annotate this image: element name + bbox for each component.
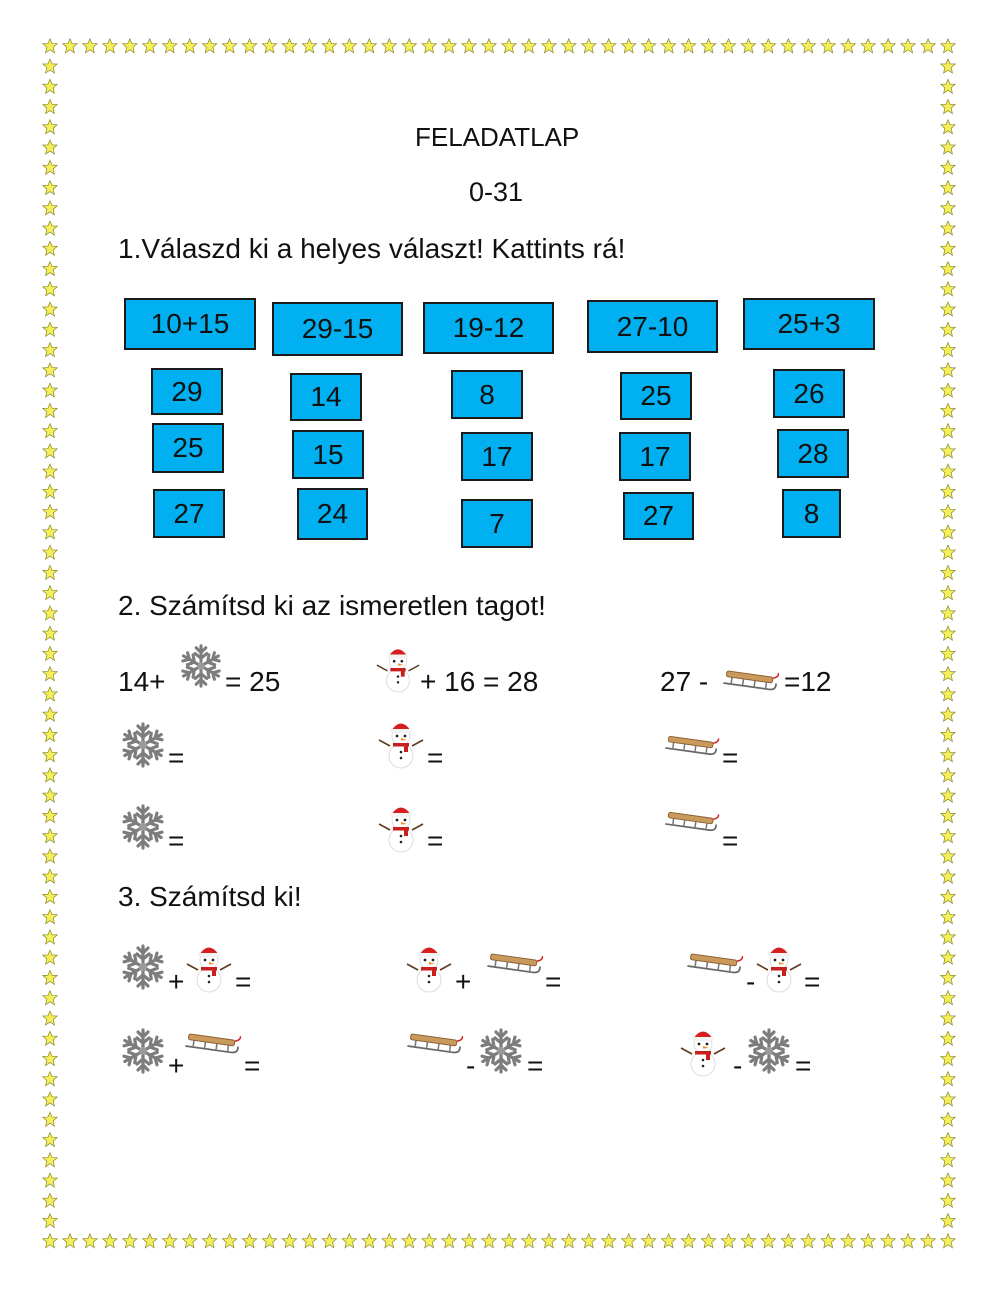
star-icon <box>163 39 177 53</box>
star-icon <box>43 1072 57 1086</box>
star-icon <box>43 100 57 114</box>
star-icon <box>43 59 57 73</box>
star-icon <box>941 910 955 924</box>
star-icon <box>43 181 57 195</box>
star-icon <box>123 39 137 53</box>
star-icon <box>43 120 57 134</box>
star-icon <box>43 829 57 843</box>
star-icon <box>43 322 57 336</box>
sled-icon <box>184 1030 242 1058</box>
star-icon <box>941 950 955 964</box>
star-icon <box>741 39 755 53</box>
star-icon <box>43 343 57 357</box>
problem-box[interactable]: 19-12 <box>423 302 554 354</box>
star-icon <box>941 140 955 154</box>
equals-sign: = <box>545 966 562 997</box>
star-icon <box>322 1234 336 1248</box>
star-icon <box>641 1234 655 1248</box>
star-icon <box>921 39 935 53</box>
star-icon <box>941 707 955 721</box>
star-icon <box>941 1112 955 1126</box>
star-icon <box>43 424 57 438</box>
star-icon <box>941 424 955 438</box>
star-icon <box>761 39 775 53</box>
star-icon <box>941 120 955 134</box>
star-icon <box>43 1214 57 1228</box>
star-icon <box>43 201 57 215</box>
star-icon <box>43 484 57 498</box>
star-icon <box>582 39 596 53</box>
star-icon <box>43 869 57 883</box>
star-icon <box>522 39 536 53</box>
snowman-icon <box>678 1024 728 1078</box>
answer-equals: = <box>722 825 739 856</box>
plus-sign: + <box>168 1050 185 1081</box>
star-icon <box>402 39 416 53</box>
answer-box[interactable]: 27 <box>153 489 225 538</box>
snowman-icon <box>376 716 426 770</box>
star-icon <box>83 39 97 53</box>
star-icon <box>941 363 955 377</box>
star-icon <box>562 1234 576 1248</box>
star-icon <box>143 1234 157 1248</box>
snowman-icon <box>184 940 234 994</box>
star-icon <box>43 1193 57 1207</box>
star-icon <box>502 39 516 53</box>
snowflake-icon <box>118 1026 168 1076</box>
star-icon <box>362 1234 376 1248</box>
star-icon <box>362 39 376 53</box>
star-icon <box>43 808 57 822</box>
answer-box[interactable]: 28 <box>777 429 849 478</box>
star-icon <box>941 100 955 114</box>
star-icon <box>941 586 955 600</box>
sled-icon <box>664 732 720 760</box>
star-icon <box>43 1133 57 1147</box>
sled-icon <box>406 1030 464 1058</box>
star-icon <box>941 282 955 296</box>
star-icon <box>941 1052 955 1066</box>
star-icon <box>43 39 57 53</box>
star-icon <box>43 140 57 154</box>
sled-icon <box>664 808 720 836</box>
star-icon <box>841 39 855 53</box>
star-icon <box>43 363 57 377</box>
star-icon <box>941 1133 955 1147</box>
star-icon <box>43 889 57 903</box>
star-icon <box>941 505 955 519</box>
star-icon <box>941 1234 955 1248</box>
star-icon <box>941 484 955 498</box>
plus-sign: + <box>168 966 185 997</box>
star-icon <box>43 1031 57 1045</box>
star-icon <box>163 1234 177 1248</box>
star-icon <box>582 1234 596 1248</box>
answer-box[interactable]: 25 <box>620 372 692 420</box>
star-icon <box>43 241 57 255</box>
star-icon <box>701 1234 715 1248</box>
star-icon <box>941 849 955 863</box>
star-icon <box>602 1234 616 1248</box>
star-icon <box>941 79 955 93</box>
answer-box[interactable]: 8 <box>451 370 523 419</box>
star-icon <box>741 1234 755 1248</box>
star-icon <box>202 39 216 53</box>
snowflake-icon <box>118 802 168 852</box>
page-subtitle: 0-31 <box>469 177 524 207</box>
star-icon <box>801 1234 815 1248</box>
problem-box[interactable]: 10+15 <box>124 298 256 350</box>
star-icon <box>43 748 57 762</box>
star-icon <box>422 1234 436 1248</box>
star-icon <box>43 646 57 660</box>
answer-equals: = <box>427 825 444 856</box>
star-icon <box>83 1234 97 1248</box>
answer-equals: = <box>427 742 444 773</box>
star-icon <box>43 687 57 701</box>
star-icon <box>861 39 875 53</box>
star-icon <box>43 160 57 174</box>
star-icon <box>941 1153 955 1167</box>
star-icon <box>43 667 57 681</box>
star-icon <box>941 687 955 701</box>
star-icon <box>941 869 955 883</box>
star-icon <box>921 1234 935 1248</box>
star-icon <box>841 1234 855 1248</box>
star-icon <box>222 39 236 53</box>
star-icon <box>781 39 795 53</box>
star-icon <box>282 1234 296 1248</box>
star-icon <box>941 1031 955 1045</box>
star-icon <box>941 39 955 53</box>
task2-instruction: 2. Számítsd ki az ismeretlen tagot! <box>118 590 546 621</box>
star-icon <box>941 667 955 681</box>
star-icon <box>43 565 57 579</box>
star-icon <box>43 586 57 600</box>
snowflake-icon <box>476 1026 526 1076</box>
sled-icon <box>486 950 544 978</box>
star-icon <box>43 525 57 539</box>
star-icon <box>622 39 636 53</box>
star-icon <box>43 606 57 620</box>
snowflake-icon <box>118 942 168 992</box>
problem-box[interactable]: 27-10 <box>587 300 718 353</box>
star-icon <box>402 1234 416 1248</box>
star-icon <box>43 991 57 1005</box>
star-icon <box>941 808 955 822</box>
star-icon <box>701 39 715 53</box>
answer-box[interactable]: 17 <box>619 432 691 481</box>
star-icon <box>941 1193 955 1207</box>
snowman-icon <box>374 642 422 694</box>
minus-sign: - <box>733 1050 743 1081</box>
answer-box[interactable]: 24 <box>297 488 368 540</box>
star-icon <box>941 343 955 357</box>
star-icon <box>143 39 157 53</box>
equals-sign: = <box>244 1050 261 1081</box>
star-icon <box>941 464 955 478</box>
star-icon <box>43 707 57 721</box>
star-icon <box>43 505 57 519</box>
snowflake-icon <box>744 1026 794 1076</box>
star-icon <box>941 1072 955 1086</box>
star-icon <box>202 1234 216 1248</box>
star-icon <box>941 788 955 802</box>
star-icon <box>542 1234 556 1248</box>
star-icon <box>103 1234 117 1248</box>
problem-box[interactable]: 25+3 <box>743 298 875 350</box>
star-icon <box>761 1234 775 1248</box>
equals-sign: = <box>235 966 252 997</box>
star-icon <box>941 1173 955 1187</box>
star-icon <box>342 39 356 53</box>
star-icon <box>442 1234 456 1248</box>
star-icon <box>43 302 57 316</box>
plus-sign: + <box>455 966 472 997</box>
answer-box[interactable]: 27 <box>623 492 694 540</box>
star-icon <box>43 262 57 276</box>
star-icon <box>821 1234 835 1248</box>
star-icon <box>941 241 955 255</box>
star-icon <box>881 39 895 53</box>
star-icon <box>242 1234 256 1248</box>
star-icon <box>681 1234 695 1248</box>
star-icon <box>43 79 57 93</box>
star-icon <box>941 626 955 640</box>
star-icon <box>322 39 336 53</box>
equals-sign: = <box>795 1050 812 1081</box>
star-icon <box>941 403 955 417</box>
star-icon <box>602 39 616 53</box>
star-icon <box>282 39 296 53</box>
star-icon <box>941 201 955 215</box>
sled-icon <box>722 667 780 695</box>
eq1-left: 14+ <box>118 666 166 697</box>
star-icon <box>661 39 675 53</box>
star-icon <box>442 39 456 53</box>
star-icon <box>941 889 955 903</box>
answer-equals: = <box>168 825 185 856</box>
problem-box[interactable]: 29-15 <box>272 302 403 356</box>
task1-instruction: 1.Válaszd ki a helyes választ! Kattints rá! <box>118 233 626 264</box>
star-icon <box>941 991 955 1005</box>
star-icon <box>881 1234 895 1248</box>
star-icon <box>43 788 57 802</box>
star-icon <box>941 565 955 579</box>
eq1-right: = 25 <box>225 666 281 697</box>
minus-sign: - <box>466 1050 476 1081</box>
page-title: FELADATLAP <box>415 122 580 152</box>
snowflake-icon <box>118 720 168 770</box>
star-icon <box>43 950 57 964</box>
eq3-left: 27 - <box>660 666 709 697</box>
star-icon <box>941 262 955 276</box>
star-icon <box>242 39 256 53</box>
star-icon <box>482 1234 496 1248</box>
star-icon <box>781 1234 795 1248</box>
star-icon <box>182 39 196 53</box>
answer-box[interactable]: 14 <box>290 373 362 421</box>
star-icon <box>941 1011 955 1025</box>
star-icon <box>941 748 955 762</box>
star-icon <box>43 727 57 741</box>
star-icon <box>422 39 436 53</box>
star-icon <box>941 221 955 235</box>
star-icon <box>941 545 955 559</box>
equals-sign: = <box>804 966 821 997</box>
star-icon <box>941 383 955 397</box>
star-icon <box>861 1234 875 1248</box>
star-icon <box>103 39 117 53</box>
star-icon <box>721 1234 735 1248</box>
star-icon <box>562 39 576 53</box>
star-icon <box>941 768 955 782</box>
snowman-icon <box>754 940 804 994</box>
star-icon <box>43 464 57 478</box>
answer-box[interactable]: 15 <box>292 430 364 479</box>
star-icon <box>941 606 955 620</box>
star-icon <box>43 1234 57 1248</box>
snowman-icon <box>376 800 426 854</box>
star-icon <box>622 1234 636 1248</box>
eq2-right: + 16 = 28 <box>420 666 539 697</box>
star-icon <box>482 39 496 53</box>
answer-box[interactable]: 17 <box>461 432 533 481</box>
star-icon <box>941 525 955 539</box>
star-icon <box>941 1092 955 1106</box>
star-icon <box>681 39 695 53</box>
star-icon <box>43 930 57 944</box>
star-icon <box>43 221 57 235</box>
star-icon <box>123 1234 137 1248</box>
star-icon <box>43 444 57 458</box>
star-icon <box>43 1173 57 1187</box>
star-icon <box>43 768 57 782</box>
star-icon <box>941 302 955 316</box>
star-icon <box>43 1011 57 1025</box>
minus-sign: - <box>746 966 756 997</box>
snowman-icon <box>404 940 454 994</box>
star-icon <box>302 39 316 53</box>
star-icon <box>43 282 57 296</box>
answer-equals: = <box>722 742 739 773</box>
star-icon <box>43 1153 57 1167</box>
star-icon <box>661 1234 675 1248</box>
star-icon <box>801 39 815 53</box>
star-icon <box>721 39 735 53</box>
star-icon <box>43 383 57 397</box>
star-icon <box>222 1234 236 1248</box>
star-icon <box>901 1234 915 1248</box>
star-icon <box>43 970 57 984</box>
star-icon <box>43 403 57 417</box>
star-icon <box>821 39 835 53</box>
answer-box[interactable]: 7 <box>461 499 533 548</box>
star-icon <box>63 1234 77 1248</box>
star-icon <box>302 1234 316 1248</box>
star-icon <box>43 545 57 559</box>
answer-box[interactable]: 8 <box>782 489 841 538</box>
answer-box[interactable]: 25 <box>152 423 224 473</box>
star-icon <box>462 1234 476 1248</box>
star-icon <box>43 626 57 640</box>
star-icon <box>641 39 655 53</box>
star-icon <box>382 39 396 53</box>
star-icon <box>262 1234 276 1248</box>
answer-box[interactable]: 26 <box>773 369 845 418</box>
star-icon <box>901 39 915 53</box>
star-icon <box>63 39 77 53</box>
star-icon <box>941 181 955 195</box>
star-icon <box>43 1112 57 1126</box>
star-icon <box>941 829 955 843</box>
star-icon <box>941 646 955 660</box>
star-icon <box>43 1092 57 1106</box>
star-icon <box>43 1052 57 1066</box>
star-icon <box>262 39 276 53</box>
star-icon <box>182 1234 196 1248</box>
star-icon <box>941 444 955 458</box>
star-icon <box>941 930 955 944</box>
snowflake-icon <box>177 642 225 690</box>
star-icon <box>941 727 955 741</box>
star-icon <box>462 39 476 53</box>
star-icon <box>43 910 57 924</box>
star-icon <box>382 1234 396 1248</box>
star-icon <box>522 1234 536 1248</box>
answer-box[interactable]: 29 <box>151 368 223 415</box>
star-icon <box>941 322 955 336</box>
answer-equals: = <box>168 742 185 773</box>
star-icon <box>542 39 556 53</box>
star-icon <box>941 59 955 73</box>
task3-instruction: 3. Számítsd ki! <box>118 881 302 912</box>
equals-sign: = <box>527 1050 544 1081</box>
star-icon <box>941 1214 955 1228</box>
star-icon <box>502 1234 516 1248</box>
star-icon <box>43 849 57 863</box>
eq3-right: =12 <box>784 666 832 697</box>
star-icon <box>941 970 955 984</box>
star-icon <box>342 1234 356 1248</box>
star-icon <box>941 160 955 174</box>
sled-icon <box>686 950 744 978</box>
